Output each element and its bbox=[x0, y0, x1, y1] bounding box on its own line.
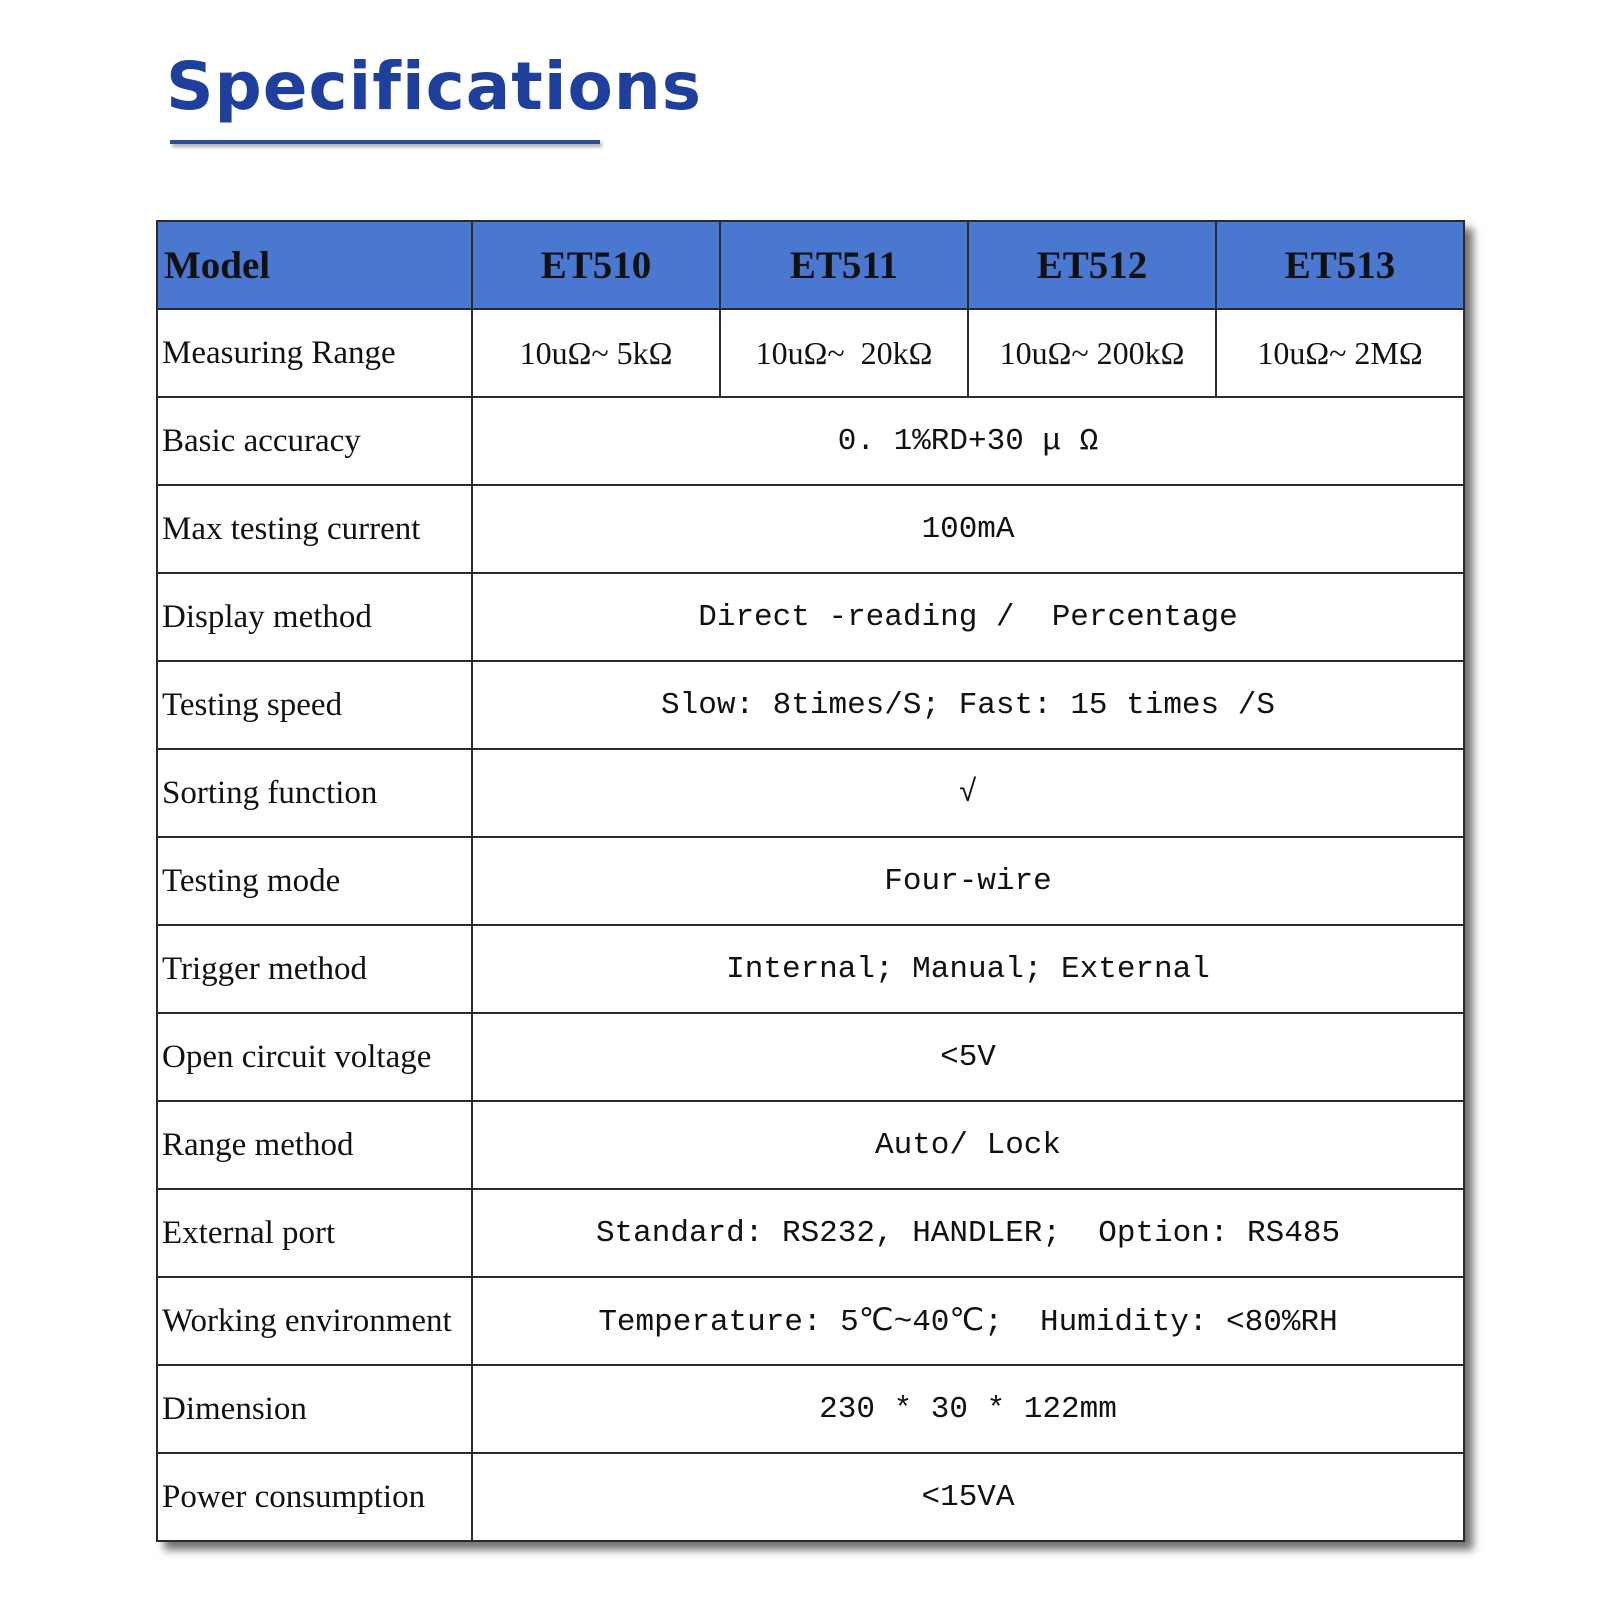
page-title: Specifications bbox=[166, 48, 703, 125]
row-label: Measuring Range bbox=[157, 309, 472, 397]
table-row-basic-accuracy bbox=[157, 397, 1464, 485]
header-model-et510: ET510 bbox=[472, 221, 720, 309]
header-model-et513: ET513 bbox=[1216, 221, 1464, 309]
table-row-max-testing-current bbox=[157, 485, 1464, 573]
row-value: <5V bbox=[472, 1013, 1464, 1101]
row-label: Range method bbox=[157, 1101, 472, 1189]
row-label: Sorting function bbox=[157, 749, 472, 837]
range-et512: 10uΩ~ 200kΩ bbox=[968, 309, 1216, 397]
table-row-testing-speed bbox=[157, 661, 1464, 749]
row-label: Trigger method bbox=[157, 925, 472, 1013]
table-row-open-circuit-voltage bbox=[157, 1013, 1464, 1101]
table-row-sorting-function bbox=[157, 749, 1464, 837]
check-mark-icon: √ bbox=[472, 749, 1464, 837]
range-et510: 10uΩ~ 5kΩ bbox=[472, 309, 720, 397]
row-label: Testing speed bbox=[157, 661, 472, 749]
row-value: Auto/ Lock bbox=[472, 1101, 1464, 1189]
header-model-et512: ET512 bbox=[968, 221, 1216, 309]
specifications-table bbox=[156, 220, 1465, 1542]
row-label: Max testing current bbox=[157, 485, 472, 573]
table-row-working-environment bbox=[157, 1277, 1464, 1365]
header-row bbox=[157, 221, 1464, 309]
table-row-measuring-range bbox=[157, 309, 1464, 397]
row-value: Four-wire bbox=[472, 837, 1464, 925]
row-value: Slow: 8times/S; Fast: 15 times /S bbox=[472, 661, 1464, 749]
table-row-external-port bbox=[157, 1189, 1464, 1277]
table-row-display-method bbox=[157, 573, 1464, 661]
row-label: Basic accuracy bbox=[157, 397, 472, 485]
row-value: Temperature: 5℃~40℃; Humidity: <80%RH bbox=[472, 1277, 1464, 1365]
row-label: Testing mode bbox=[157, 837, 472, 925]
table-row-trigger-method bbox=[157, 925, 1464, 1013]
row-label: Display method bbox=[157, 573, 472, 661]
row-value: Standard: RS232, HANDLER; Option: RS485 bbox=[472, 1189, 1464, 1277]
table-row-dimension bbox=[157, 1365, 1464, 1453]
row-label: Dimension bbox=[157, 1365, 472, 1453]
range-et511: 10uΩ~ 20kΩ bbox=[720, 309, 968, 397]
row-value: 230 * 30 * 122mm bbox=[472, 1365, 1464, 1453]
table-row-range-method bbox=[157, 1101, 1464, 1189]
row-label: Open circuit voltage bbox=[157, 1013, 472, 1101]
row-value: 0. 1%RD+30 μ Ω bbox=[472, 397, 1464, 485]
header-model-et511: ET511 bbox=[720, 221, 968, 309]
table-row-power-consumption bbox=[157, 1453, 1464, 1541]
row-value: Internal; Manual; External bbox=[472, 925, 1464, 1013]
row-value: <15VA bbox=[472, 1453, 1464, 1541]
row-label: Power consumption bbox=[157, 1453, 472, 1541]
range-et513: 10uΩ~ 2MΩ bbox=[1216, 309, 1464, 397]
title-underline bbox=[170, 140, 600, 144]
header-model-label: Model bbox=[157, 221, 472, 309]
row-label: Working environment bbox=[157, 1277, 472, 1365]
row-label: External port bbox=[157, 1189, 472, 1277]
table-row-testing-mode bbox=[157, 837, 1464, 925]
row-value: Direct -reading / Percentage bbox=[472, 573, 1464, 661]
row-value: 100mA bbox=[472, 485, 1464, 573]
